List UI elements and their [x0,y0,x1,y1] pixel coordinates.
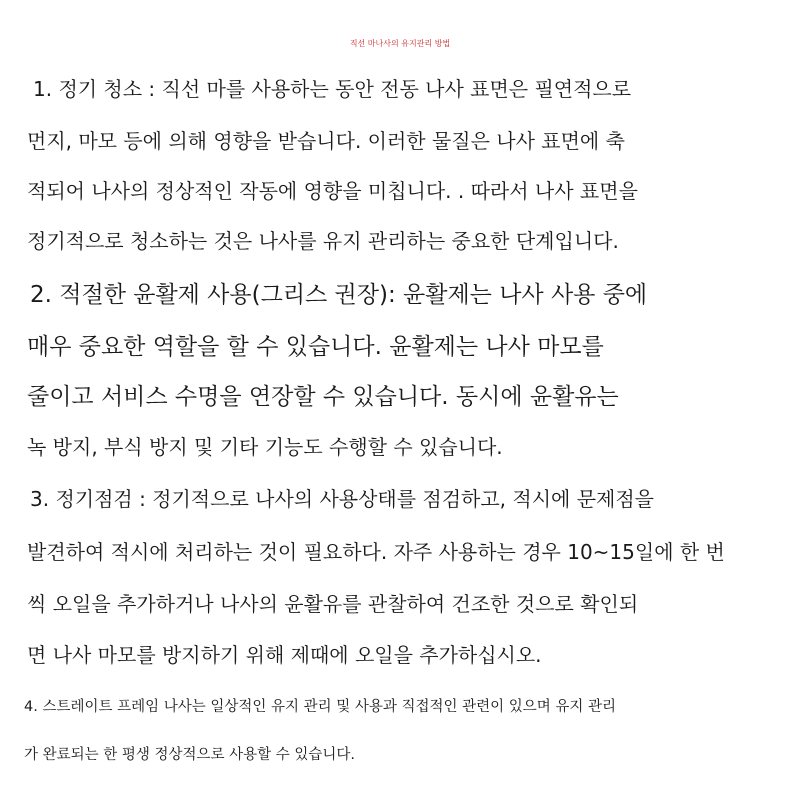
section-1-line-4: 정기적으로 청소하는 것은 나사를 유지 관리하는 중요한 단계입니다. [27,229,619,253]
section-4-line-2: 가 완료되는 한 평생 정상적으로 사용할 수 있습니다. [24,747,356,763]
section-3-line-3: 씩 오일을 추가하거나 나사의 윤활유를 관찰하여 건조한 것으로 확인되 [27,592,639,616]
section-1-line-2: 먼지, 마모 등에 의해 영향을 받습니다. 이러한 물질은 나사 표면에 축 [27,129,625,153]
section-1-line-3: 적되어 나사의 정상적인 작동에 영향을 미칩니다. . 따라서 나사 표면을 [27,179,638,203]
section-4-line-1: 4. 스트레이트 프레임 나사는 일상적인 유지 관리 및 사용과 직접적인 관련이 있으며 유지 관리 [24,699,617,715]
section-2-line-2: 매우 중요한 역할을 할 수 있습니다. 윤활제는 나사 마모를 [27,334,604,360]
section-3-line-1: 3. 정기점검 : 정기적으로 나사의 사용상태를 점검하고, 적시에 문제점을 [30,487,654,511]
section-2-line-4: 녹 방지, 부식 방지 및 기타 기능도 수행할 수 있습니다. [27,435,503,459]
section-2-line-3: 줄이고 서비스 수명을 연장할 수 있습니다. 동시에 윤활유는 [27,384,619,410]
section-1-line-1: 1. 정기 청소 : 직선 마를 사용하는 동안 전동 나사 표면은 필연적으로 [33,77,632,101]
section-2-line-1: 2. 적절한 윤활제 사용(그리스 권장): 윤활제는 나사 사용 중에 [30,282,648,308]
page-title: 직선 마나사의 유지관리 방법 [349,39,451,48]
section-3-line-4: 면 나사 마모를 방지하기 위해 제때에 오일을 추가하십시오. [27,643,542,667]
section-3-line-2: 발견하여 적시에 처리하는 것이 필요하다. 자주 사용하는 경우 10~15일에 한 번 [27,540,725,564]
